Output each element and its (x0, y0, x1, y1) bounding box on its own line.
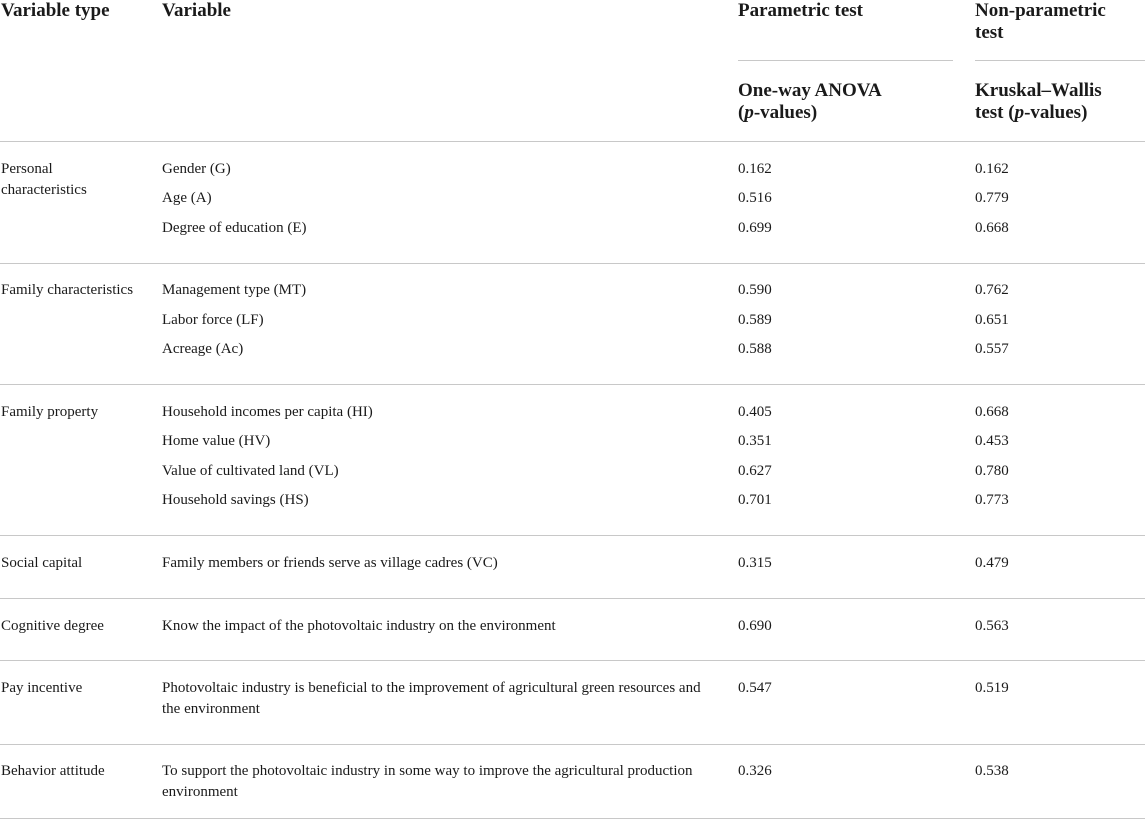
header-bottom-rule (0, 141, 1145, 142)
kw-p-symbol: p (1014, 102, 1025, 123)
variable-cell: Value of cultivated land (VL) (162, 463, 339, 479)
anova-value: 0.351 (738, 433, 772, 449)
anova-value: 0.690 (738, 618, 772, 634)
kw-pre-label: test ( (975, 102, 1015, 123)
variable-cell: Know the impact of the photovoltaic industry on the environment (162, 618, 556, 634)
variable-cell: Gender (G) (162, 161, 231, 177)
kw-value: 0.519 (975, 680, 1009, 696)
kw-value: 0.538 (975, 763, 1009, 779)
group-divider (0, 598, 1145, 599)
group-type-label: Family characteristics (1, 282, 134, 298)
kw-value: 0.563 (975, 618, 1009, 634)
variable-cell: Labor force (LF) (162, 312, 264, 328)
anova-value: 0.315 (738, 555, 772, 571)
kw-tail-label: -values) (1024, 102, 1088, 123)
header-nonparametric-test: Non-parametric test (975, 0, 1106, 43)
header-kruskal-wallis (975, 80, 1140, 124)
anova-value: 0.589 (738, 312, 772, 328)
table-bottom-rule (0, 818, 1145, 819)
kw-value: 0.668 (975, 404, 1009, 420)
group-divider (0, 535, 1145, 536)
kw-value: 0.557 (975, 341, 1009, 357)
anova-value: 0.516 (738, 190, 772, 206)
header-parametric-test: Parametric test (738, 0, 864, 21)
kw-value: 0.668 (975, 220, 1009, 236)
variable-cell: Family members or friends serve as village cadres (VC) (162, 555, 498, 571)
anova-value: 0.547 (738, 680, 772, 696)
group-divider (0, 263, 1145, 264)
anova-value: 0.699 (738, 220, 772, 236)
header-variable: Variable (162, 0, 231, 21)
variable-cell: Household incomes per capita (HI) (162, 404, 373, 420)
variable-cell: Household savings (HS) (162, 492, 309, 508)
group-type-label: Family property (1, 404, 99, 420)
anova-value: 0.701 (738, 492, 772, 508)
kw-value: 0.479 (975, 555, 1009, 571)
anova-p-symbol: p (744, 102, 754, 123)
anova-value: 0.588 (738, 341, 772, 357)
kw-value: 0.773 (975, 492, 1009, 508)
kw-value: 0.651 (975, 312, 1009, 328)
variable-cell: To support the photovoltaic industry in some way to improve the agricultural production environment (162, 763, 693, 800)
group-divider (0, 660, 1145, 661)
kw-value: 0.762 (975, 282, 1009, 298)
group-type-label: Personal characteristics (1, 161, 87, 198)
header-variable-type: Variable type (1, 0, 110, 21)
kw-value: 0.453 (975, 433, 1009, 449)
variable-cell: Age (A) (162, 190, 212, 206)
group-type-label: Social capital (1, 555, 83, 571)
kw-value: 0.779 (975, 190, 1009, 206)
nonparametric-subheader-rule (975, 60, 1145, 61)
variable-cell: Management type (MT) (162, 282, 307, 298)
group-type-label: Behavior attitude (1, 763, 105, 779)
kw-main-label: Kruskal–Wallis (975, 80, 1102, 101)
group-type-label: Cognitive degree (1, 618, 104, 634)
anova-value: 0.162 (738, 161, 772, 177)
group-divider (0, 744, 1145, 745)
variable-cell: Photovoltaic industry is beneficial to the improvement of agricultural green resources and the environment (162, 680, 701, 717)
kw-value: 0.780 (975, 463, 1009, 479)
anova-value: 0.326 (738, 763, 772, 779)
parametric-subheader-rule (738, 60, 953, 61)
variable-cell: Home value (HV) (162, 433, 271, 449)
group-type-label: Pay incentive (1, 680, 83, 696)
anova-main-label: One-way ANOVA (738, 80, 882, 101)
variable-cell: Acreage (Ac) (162, 341, 244, 357)
group-divider (0, 384, 1145, 385)
anova-tail-label: -values) (753, 102, 818, 123)
anova-value: 0.405 (738, 404, 772, 420)
kw-value: 0.162 (975, 161, 1009, 177)
variable-cell: Degree of education (E) (162, 220, 307, 236)
anova-value: 0.590 (738, 282, 772, 298)
anova-value: 0.627 (738, 463, 772, 479)
header-anova: One-way ANOVA (p-values) (738, 80, 882, 123)
